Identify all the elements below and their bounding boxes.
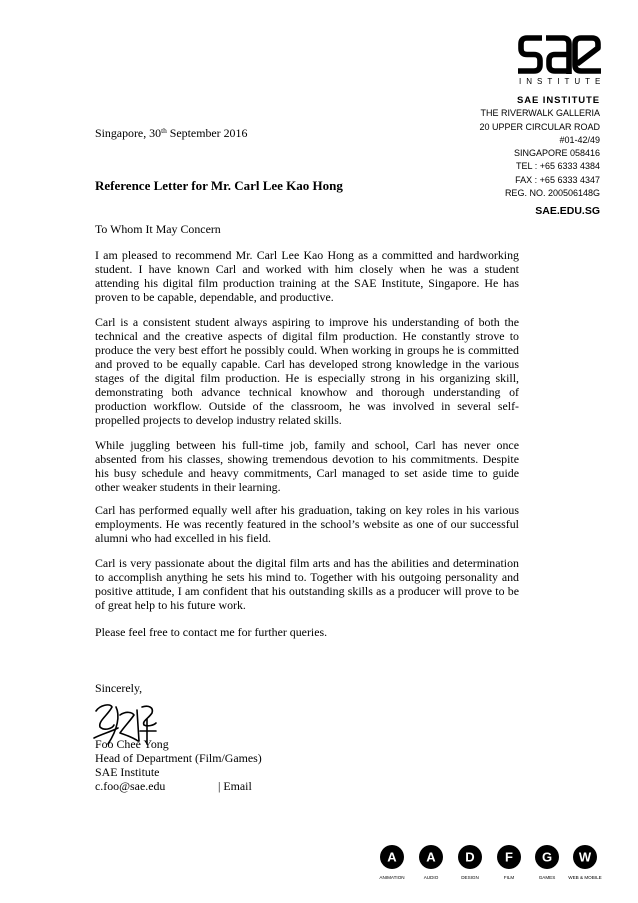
signatory-block bbox=[95, 737, 355, 793]
logo-letter-s bbox=[518, 38, 542, 71]
paragraph-line: student. I have known Carl and worked with him closely when he was a student bbox=[95, 262, 519, 276]
paragraph-line: technical and the creative aspects of digital film production. He constantly strove to bbox=[95, 329, 519, 343]
discipline-label: AUDIO bbox=[423, 875, 439, 880]
signatory-contact bbox=[95, 779, 355, 793]
paragraph-line: Carl is a consistent student always aspiring to improve his understanding of both the bbox=[95, 315, 519, 329]
address-block bbox=[479, 94, 600, 200]
paragraph-line: to accomplish anything he sets his mind to. Together with his outgoing personality and bbox=[95, 570, 519, 584]
design-icon-glyph: D bbox=[465, 849, 475, 865]
discipline-label: FILM bbox=[503, 875, 515, 880]
signatory-title: Head of Department (Film/Games) bbox=[95, 751, 262, 765]
games-icon bbox=[535, 845, 559, 869]
website: SAE.EDU.SG bbox=[535, 205, 600, 217]
discipline-web-mobile bbox=[565, 845, 605, 881]
paragraph-3 bbox=[95, 438, 519, 494]
web-mobile-icon-glyph: W bbox=[578, 849, 592, 865]
discipline-design bbox=[450, 845, 490, 881]
film-icon-glyph: F bbox=[505, 849, 513, 865]
address-telephone: TEL : +65 6333 4384 bbox=[516, 161, 600, 172]
animation-icon-glyph: A bbox=[387, 849, 397, 865]
sign-off: Sincerely, bbox=[95, 681, 143, 695]
date-ordinal: th bbox=[161, 126, 167, 135]
games-icon-glyph: G bbox=[541, 849, 553, 865]
date-day: Singapore, 30 bbox=[95, 126, 162, 140]
discipline-animation bbox=[372, 845, 412, 881]
paragraph-5 bbox=[95, 556, 519, 612]
paragraph-line: absented from his classes, showing tremendous devotion to his commitments. Despite bbox=[95, 452, 519, 466]
discipline-label: GAMES bbox=[538, 875, 556, 880]
organization-name: SAE INSTITUTE bbox=[517, 95, 600, 106]
paragraph-line: employments. He was recently featured in the school’s website as one of our successful bbox=[95, 517, 519, 531]
paragraph-line: stages of the digital film production. He is especially strong in his organizing skill, bbox=[95, 371, 519, 385]
address-registration: REG. NO. 200506148G bbox=[504, 188, 600, 199]
signatory-organization: SAE Institute bbox=[95, 765, 160, 779]
letter-salutation: To Whom It May Concern bbox=[95, 222, 221, 236]
discipline-label: ANIMATION bbox=[379, 875, 405, 880]
logo-letter-e bbox=[575, 38, 601, 71]
address-line: THE RIVERWALK GALLERIA bbox=[480, 108, 600, 119]
closing-request: Please feel free to contact me for further queries. bbox=[95, 625, 328, 639]
date-month-year: September 2016 bbox=[166, 126, 248, 140]
letter-date bbox=[95, 126, 247, 142]
discipline-film bbox=[489, 845, 529, 881]
paragraph-line: attending his digital film production training at the SAE Institute, Singapore. He has bbox=[95, 276, 519, 290]
paragraph-line: demonstrating both advance technical knowhow and thorough understanding of bbox=[95, 385, 519, 399]
paragraph-4 bbox=[95, 503, 519, 545]
paragraph-line: alumni who had excelled in his field. bbox=[95, 531, 272, 545]
paragraph-line: While juggling between his full-time job, family and school, Carl has never once bbox=[95, 438, 519, 452]
audio-icon-glyph: A bbox=[426, 849, 436, 865]
signatory-name: Foo Chee Yong bbox=[95, 737, 169, 751]
paragraph-line: proven to be capable, dependable, and productive. bbox=[95, 290, 334, 304]
address-line: SINGAPORE 058416 bbox=[513, 148, 600, 159]
web-mobile-icon bbox=[573, 845, 597, 869]
paragraph-2 bbox=[95, 315, 519, 427]
address-fax: FAX : +65 6333 4347 bbox=[515, 174, 600, 185]
logo-letter-a-bowl bbox=[549, 55, 569, 72]
audio-icon bbox=[419, 845, 443, 869]
paragraph-1 bbox=[95, 248, 519, 304]
paragraph-line: production workflow. Outside of the classroom, he was involved in several self- bbox=[95, 399, 519, 413]
address-line: 20 UPPER CIRCULAR ROAD bbox=[479, 121, 600, 132]
paragraph-line: positive attitude, I am confident that his outstanding skills as a producer will prove to be bbox=[95, 584, 519, 598]
discipline-games bbox=[527, 845, 567, 881]
design-icon bbox=[458, 845, 482, 869]
discipline-label: DESIGN bbox=[461, 875, 479, 880]
paragraph-line: produce the very best effort he possibly could. When working in groups he is committed bbox=[95, 343, 519, 357]
discipline-label: WEB & MOBILE bbox=[568, 875, 602, 880]
paragraph-line: of great help to his future work. bbox=[95, 598, 246, 612]
signatory-email: c.foo@sae.edu bbox=[95, 779, 166, 793]
sae-logo bbox=[518, 35, 601, 74]
animation-icon bbox=[380, 845, 404, 869]
paragraph-line: other weaker students in their learning. bbox=[95, 480, 281, 494]
email-label: | Email bbox=[218, 779, 252, 793]
paragraph-line: Carl has performed equally well after his graduation, taking on key roles in his various bbox=[95, 503, 519, 517]
address-line: #01-42/49 bbox=[559, 134, 600, 145]
paragraph-line: Carl is very passionate about the digital film arts and has the abilities and determination bbox=[95, 556, 519, 570]
discipline-audio bbox=[411, 845, 451, 881]
letter-subject: Reference Letter for Mr. Carl Lee Kao Hong bbox=[95, 178, 343, 193]
film-icon bbox=[497, 845, 521, 869]
paragraph-line: I am pleased to recommend Mr. Carl Lee Kao Hong as a committed and hardworking bbox=[95, 248, 519, 262]
paragraph-line: his busy schedule and heavy commitments, Carl managed to set aside time to guide bbox=[95, 466, 519, 480]
paragraph-line: propelled projects to develop industry related skills. bbox=[95, 413, 342, 427]
paragraph-line: and proved to be equally capable. Carl has developed strong knowledge in the various bbox=[95, 357, 519, 371]
logo-tagline: INSTITUTE bbox=[519, 77, 606, 86]
